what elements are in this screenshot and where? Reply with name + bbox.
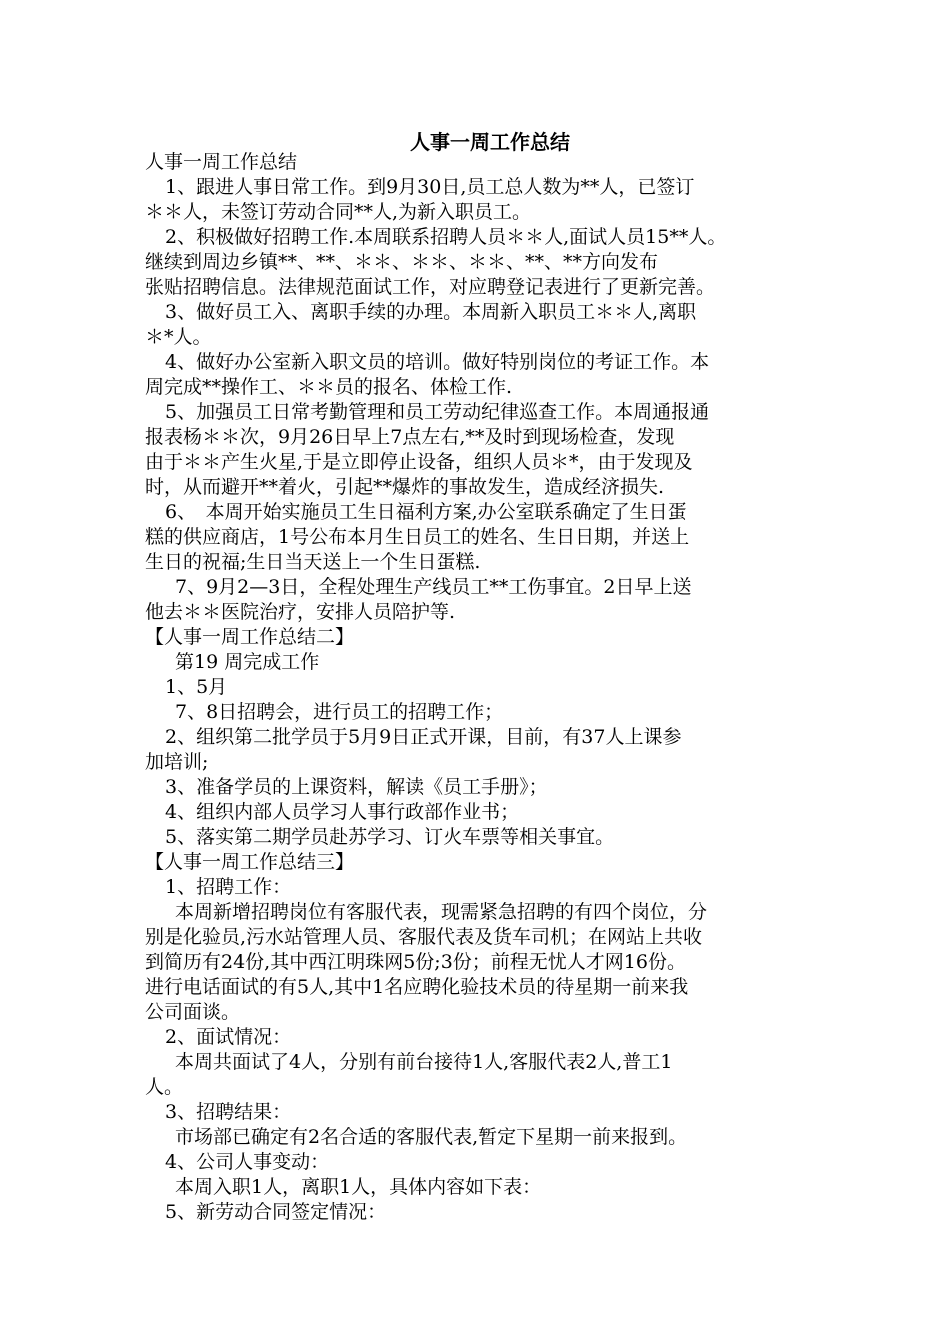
text-line: 人事一周工作总结 <box>145 151 298 173</box>
text-line: 张贴招聘信息。法律规范面试工作，对应聘登记表进行了更新完善。 <box>145 276 716 298</box>
text-line: 继续到周边乡镇**、**、＊＊、＊＊、＊＊、**、**方向发布 <box>145 251 659 273</box>
text-line: 2、组织第二批学员于5月9日正式开课，目前，有37人上课参 <box>165 726 682 748</box>
text-line: 加培训; <box>145 751 209 773</box>
text-line: 别是化验员,污水站管理人员、客服代表及货车司机；在网站上共收 <box>145 926 703 948</box>
text-line: 7、8日招聘会，进行员工的招聘工作； <box>175 701 504 723</box>
text-line: 1、跟进人事日常工作。到9月30日,员工总人数为**人，已签订 <box>165 176 695 198</box>
text-line: 3、准备学员的上课资料，解读《员工手册》； <box>165 776 548 798</box>
text-line: 1、5月 <box>165 676 228 698</box>
text-line: 到简历有24份,其中西江明珠网5份;3份；前程无忧人才网16份。 <box>145 951 686 973</box>
section-heading: 【人事一周工作总结二】 <box>145 626 355 648</box>
text-line: 本周新增招聘岗位有客服代表，现需紧急招聘的有四个岗位，分 <box>175 901 708 923</box>
text-line: 6、 本周开始实施员工生日福利方案,办公室联系确定了生日蛋 <box>165 501 687 523</box>
text-line: 4、做好办公室新入职文员的培训。做好特别岗位的考证工作。本 <box>165 351 710 373</box>
section-heading: 【人事一周工作总结三】 <box>145 851 355 873</box>
text-line: 3、做好员工入、离职手续的办理。本周新入职员工＊＊人,离职 <box>165 301 697 323</box>
text-line: 3、招聘结果： <box>165 1101 292 1123</box>
text-line: 市场部已确定有2名合适的客服代表,暂定下星期一前来报到。 <box>175 1126 688 1148</box>
text-line: 1、招聘工作： <box>165 876 292 898</box>
text-line: 公司面谈。 <box>145 1001 241 1023</box>
text-line: 本周入职1人，离职1人，具体内容如下表： <box>175 1176 542 1198</box>
text-line: 4、公司人事变动： <box>165 1151 330 1173</box>
text-line: 4、组织内部人员学习人事行政部作业书； <box>165 801 520 823</box>
text-line: 2、面试情况： <box>165 1026 292 1048</box>
text-line: 5、加强员工日常考勤管理和员工劳动纪律巡查工作。本周通报通 <box>165 401 710 423</box>
text-line: ＊＊人，未签订劳动合同**人,为新入职员工。 <box>145 201 532 223</box>
text-line: 生日的祝福;生日当天送上一个生日蛋糕. <box>145 551 481 573</box>
text-line: 7、9月2—3日，全程处理生产线员工**工伤事宜。2日早上送 <box>175 576 692 598</box>
text-line: 由于＊＊产生火星,于是立即停止设备，组织人员＊*，由于发现及 <box>145 451 693 473</box>
text-line: 人。 <box>145 1076 184 1098</box>
text-line: 进行电话面试的有5人,其中1名应聘化验技术员的待星期一前来我 <box>145 976 689 998</box>
document-title: 人事一周工作总结 <box>410 130 570 154</box>
text-line: 报表杨＊＊次，9月26日早上7点左右,**及时到现场检查，发现 <box>145 426 675 448</box>
text-line: 本周共面试了4人，分别有前台接待1人,客服代表2人,普工1 <box>175 1051 673 1073</box>
text-line: 时，从而避开**着火，引起**爆炸的事故发生，造成经济损失. <box>145 476 665 498</box>
text-line: 5、新劳动合同签定情况： <box>165 1201 387 1223</box>
text-line: 周完成**操作工、＊＊员的报名、体检工作. <box>145 376 513 398</box>
text-line: 他去＊＊医院治疗，安排人员陪护等. <box>145 601 456 623</box>
text-line: 5、落实第二期学员赴苏学习、订火车票等相关事宜。 <box>165 826 615 848</box>
text-line: 糕的供应商店，1号公布本月生日员工的姓名、生日日期，并送上 <box>145 526 690 548</box>
text-line: ＊*人。 <box>145 326 212 348</box>
text-line: 2、积极做好招聘工作.本周联系招聘人员＊＊人,面试人员15**人。 <box>165 226 727 248</box>
text-line: 第19 周完成工作 <box>175 651 320 673</box>
